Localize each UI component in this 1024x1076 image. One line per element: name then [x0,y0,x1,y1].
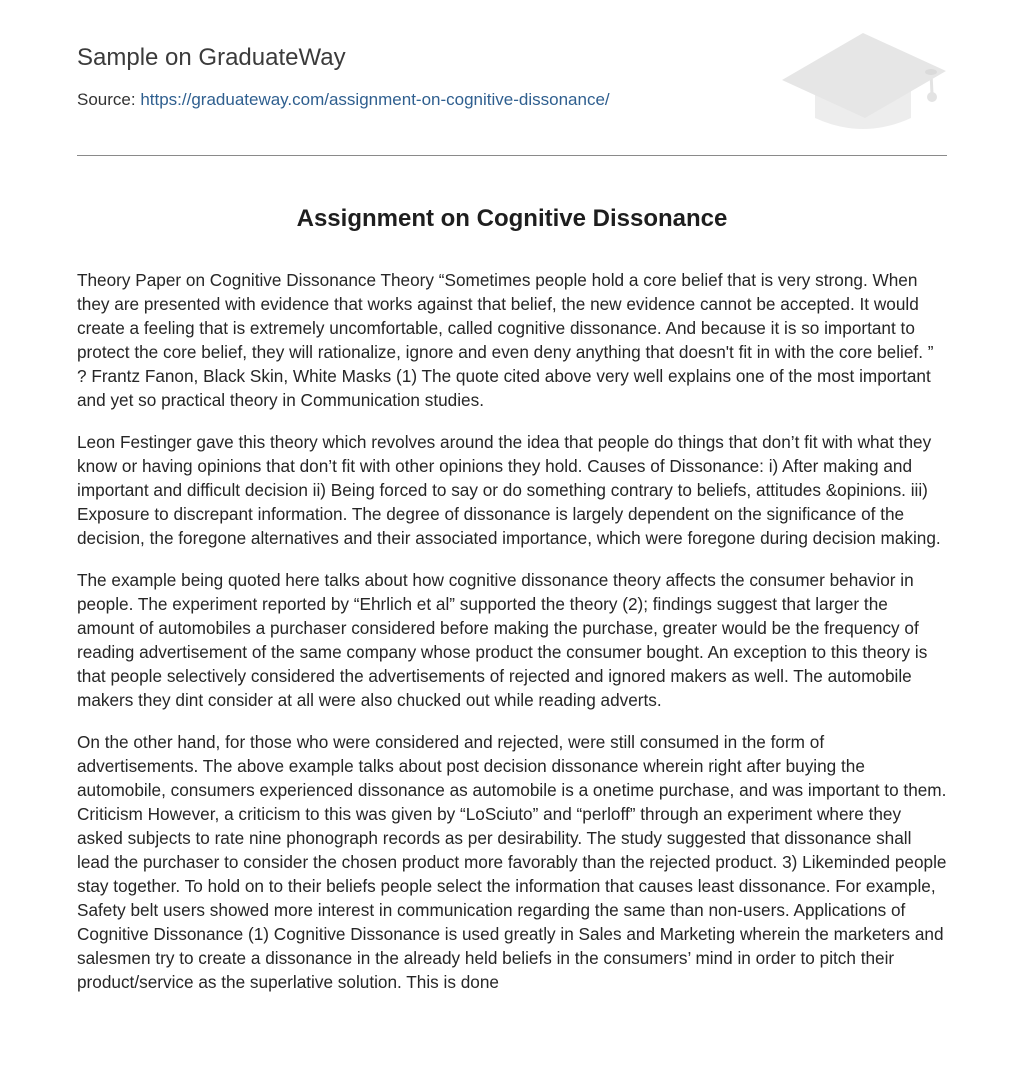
article-paragraph: The example being quoted here talks about how cognitive dissonance theory affects the consumer behavior in people. The experiment reported by “Ehrlich et al” supported the theory (2); findings suggest that larger the amount of automobiles a purchaser considered before making the purchase, greater would be the frequency of reading advertisement of the same company whose product the consumer bought. An exception to this theory is that people selectively considered the advertisements of rejected and ignored makers as well. The automobile makers they dint consider at all were also chucked out while reading adverts. [77,570,928,710]
article-title: Assignment on Cognitive Dissonance [296,205,728,232]
source-link[interactable]: https://graduateway.com/assignment-on-cognitive-dissonance/ [140,90,610,109]
article-paragraph: Leon Festinger gave this theory which revolves around the idea that people do things that don’t fit with what they know or having opinions that don’t fit with other opinions they hold. Causes of Dissonance: i) After making and important and difficult decision ii) Being forced to say or do something contrary to beliefs, attitudes &opinions. iii) Exposure to discrepant information. The degree of dissonance is largely dependent on the significance of the decision, the foregone alternatives and their associated importance, which were foregone during decision making. [77,432,941,548]
header [77,40,947,140]
source-label: Source: [77,90,141,109]
header-divider [77,155,947,156]
source-line [77,90,610,110]
article-paragraph: Theory Paper on Cognitive Dissonance Theory “Sometimes people hold a core belief that is very strong. When they are presented with evidence that works against that belief, the new evidence cannot be accepted. It would create a feeling that is extremely uncomfortable, called cognitive dissonance. And because it is so important to protect the core belief, they will rationalize, ignore and even deny anything that doesn't fit in with the core belief. ” ? Frantz Fanon, Black Skin, White Masks (1) The quote cited above very well explains one of the most important and yet so practical theory in Communication studies. [77,270,934,410]
graduation-cap-icon [781,32,947,132]
site-title: Sample on GraduateWay [77,44,346,71]
article-paragraph: On the other hand, for those who were considered and rejected, were still consumed in the form of advertisements. The above example talks about post decision dissonance wherein right after buying the automobile, consumers experienced dissonance as automobile is a onetime purchase, and was important to them. Criticism However, a criticism to this was given by “LoSciuto” and “perloff” through an experiment where they asked subjects to rate nine phonograph records as per desirability. The study suggested that dissonance shall lead the purchaser to consider the chosen product more favorably than the rejected product. 3) Likeminded people stay together. To hold on to their beliefs people select the information that causes least dissonance. For example, Safety belt users showed more interest in communication regarding the same than non-users. Applications of Cognitive Dissonance (1) Cognitive Dissonance is used greatly in Sales and Marketing wherein the marketers and salesmen try to create a dissonance in the already held beliefs in the consumers’ mind in order to pitch their product/service as the superlative solution. This is done [77,732,947,992]
article-body [77,268,947,1028]
